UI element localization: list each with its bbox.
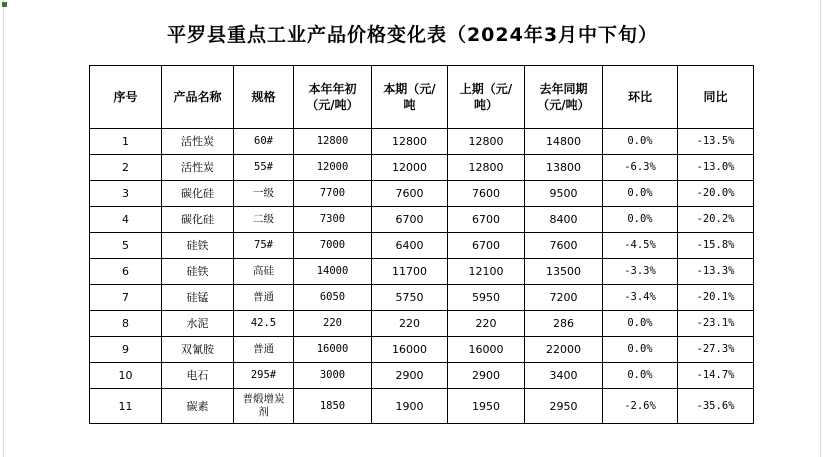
cell-product: 硅铁 xyxy=(162,233,234,259)
cell-year-start: 12800 xyxy=(294,129,372,155)
cell-current: 11700 xyxy=(372,259,448,285)
table-row xyxy=(90,363,754,389)
cell-current: 6400 xyxy=(372,233,448,259)
cell-previous: 12800 xyxy=(448,155,525,181)
table-row xyxy=(90,129,754,155)
cell-current: 2900 xyxy=(372,363,448,389)
header-cell-spec: 规格 xyxy=(234,66,294,129)
cell-last-year: 7600 xyxy=(525,233,603,259)
cell-current: 12000 xyxy=(372,155,448,181)
cell-previous: 5950 xyxy=(448,285,525,311)
cell-index: 8 xyxy=(90,311,162,337)
cell-year-start: 220 xyxy=(294,311,372,337)
cell-yoy: -23.1% xyxy=(678,311,754,337)
header-cell-previous: 上期（元/吨） xyxy=(448,66,525,129)
table-row xyxy=(90,311,754,337)
cell-previous: 6700 xyxy=(448,207,525,233)
header-cell-index: 序号 xyxy=(90,66,162,129)
cell-previous: 1950 xyxy=(448,389,525,424)
cell-last-year: 3400 xyxy=(525,363,603,389)
cell-last-year: 14800 xyxy=(525,129,603,155)
cell-year-start: 3000 xyxy=(294,363,372,389)
cell-last-year: 2950 xyxy=(525,389,603,424)
cell-previous: 220 xyxy=(448,311,525,337)
cell-previous: 2900 xyxy=(448,363,525,389)
cell-spec: 普通 xyxy=(234,337,294,363)
cell-index: 5 xyxy=(90,233,162,259)
cell-current: 16000 xyxy=(372,337,448,363)
cell-last-year: 9500 xyxy=(525,181,603,207)
cell-current: 7600 xyxy=(372,181,448,207)
cell-current: 5750 xyxy=(372,285,448,311)
cell-year-start: 7000 xyxy=(294,233,372,259)
header-cell-product: 产品名称 xyxy=(162,66,234,129)
cell-product: 碳化硅 xyxy=(162,181,234,207)
cell-index: 2 xyxy=(90,155,162,181)
cell-last-year: 13800 xyxy=(525,155,603,181)
cell-product: 活性炭 xyxy=(162,155,234,181)
cell-spec: 二级 xyxy=(234,207,294,233)
cell-last-year: 8400 xyxy=(525,207,603,233)
cell-mom: -3.3% xyxy=(603,259,678,285)
cell-previous: 16000 xyxy=(448,337,525,363)
cell-mom: 0.0% xyxy=(603,207,678,233)
cell-spec: 42.5 xyxy=(234,311,294,337)
cell-previous: 12800 xyxy=(448,129,525,155)
table-row xyxy=(90,233,754,259)
frame-left-border xyxy=(3,0,4,457)
header-cell-last-year: 去年同期（元/吨） xyxy=(525,66,603,129)
table-row xyxy=(90,389,754,424)
cell-index: 6 xyxy=(90,259,162,285)
cell-year-start: 1850 xyxy=(294,389,372,424)
table-title: 平罗县重点工业产品价格变化表（2024年3月中下旬） xyxy=(166,24,659,46)
cell-spec: 普通 xyxy=(234,285,294,311)
table-row xyxy=(90,155,754,181)
cell-product: 活性炭 xyxy=(162,129,234,155)
cell-index: 7 xyxy=(90,285,162,311)
frame-right-border xyxy=(820,0,821,457)
cell-mom: 0.0% xyxy=(603,181,678,207)
cell-mom: -2.6% xyxy=(603,389,678,424)
cell-mom: -6.3% xyxy=(603,155,678,181)
cell-yoy: -15.8% xyxy=(678,233,754,259)
cell-product: 碳素 xyxy=(162,389,234,424)
table-body xyxy=(90,129,754,424)
price-table xyxy=(89,65,754,424)
cell-yoy: -35.6% xyxy=(678,389,754,424)
table-row xyxy=(90,181,754,207)
header-cell-current: 本期（元/吨 xyxy=(372,66,448,129)
cell-last-year: 13500 xyxy=(525,259,603,285)
header-cell-mom: 环比 xyxy=(603,66,678,129)
cell-product: 硅铁 xyxy=(162,259,234,285)
cell-index: 9 xyxy=(90,337,162,363)
cell-spec: 75# xyxy=(234,233,294,259)
cell-yoy: -20.0% xyxy=(678,181,754,207)
cell-product: 碳化硅 xyxy=(162,207,234,233)
cell-current: 220 xyxy=(372,311,448,337)
cell-previous: 12100 xyxy=(448,259,525,285)
cell-year-start: 6050 xyxy=(294,285,372,311)
header-row xyxy=(90,66,754,129)
table-row xyxy=(90,285,754,311)
cell-year-start: 12000 xyxy=(294,155,372,181)
cell-spec: 60# xyxy=(234,129,294,155)
cell-spec: 55# xyxy=(234,155,294,181)
cell-current: 1900 xyxy=(372,389,448,424)
cell-year-start: 7700 xyxy=(294,181,372,207)
cell-spec: 295# xyxy=(234,363,294,389)
header-cell-yoy: 同比 xyxy=(678,66,754,129)
cell-previous: 6700 xyxy=(448,233,525,259)
cell-index: 1 xyxy=(90,129,162,155)
cell-year-start: 14000 xyxy=(294,259,372,285)
selection-corner-marker xyxy=(2,2,7,7)
cell-last-year: 7200 xyxy=(525,285,603,311)
cell-last-year: 22000 xyxy=(525,337,603,363)
table-row xyxy=(90,259,754,285)
cell-mom: 0.0% xyxy=(603,363,678,389)
cell-mom: 0.0% xyxy=(603,129,678,155)
cell-yoy: -20.1% xyxy=(678,285,754,311)
cell-previous: 7600 xyxy=(448,181,525,207)
cell-spec: 高硅 xyxy=(234,259,294,285)
cell-yoy: -14.7% xyxy=(678,363,754,389)
cell-last-year: 286 xyxy=(525,311,603,337)
table-row xyxy=(90,337,754,363)
cell-mom: -3.4% xyxy=(603,285,678,311)
cell-year-start: 16000 xyxy=(294,337,372,363)
table-row xyxy=(90,207,754,233)
cell-yoy: -13.0% xyxy=(678,155,754,181)
cell-year-start: 7300 xyxy=(294,207,372,233)
cell-mom: -4.5% xyxy=(603,233,678,259)
cell-product: 双氰胺 xyxy=(162,337,234,363)
cell-index: 11 xyxy=(90,389,162,424)
cell-mom: 0.0% xyxy=(603,311,678,337)
cell-yoy: -13.5% xyxy=(678,129,754,155)
cell-index: 10 xyxy=(90,363,162,389)
cell-mom: 0.0% xyxy=(603,337,678,363)
cell-index: 3 xyxy=(90,181,162,207)
cell-current: 12800 xyxy=(372,129,448,155)
cell-yoy: -20.2% xyxy=(678,207,754,233)
cell-product: 硅锰 xyxy=(162,285,234,311)
cell-spec: 一级 xyxy=(234,181,294,207)
header-cell-year-start: 本年年初（元/吨） xyxy=(294,66,372,129)
cell-yoy: -13.3% xyxy=(678,259,754,285)
cell-index: 4 xyxy=(90,207,162,233)
cell-product: 电石 xyxy=(162,363,234,389)
cell-spec: 普煅增炭剂 xyxy=(234,389,294,424)
cell-current: 6700 xyxy=(372,207,448,233)
cell-product: 水泥 xyxy=(162,311,234,337)
cell-yoy: -27.3% xyxy=(678,337,754,363)
